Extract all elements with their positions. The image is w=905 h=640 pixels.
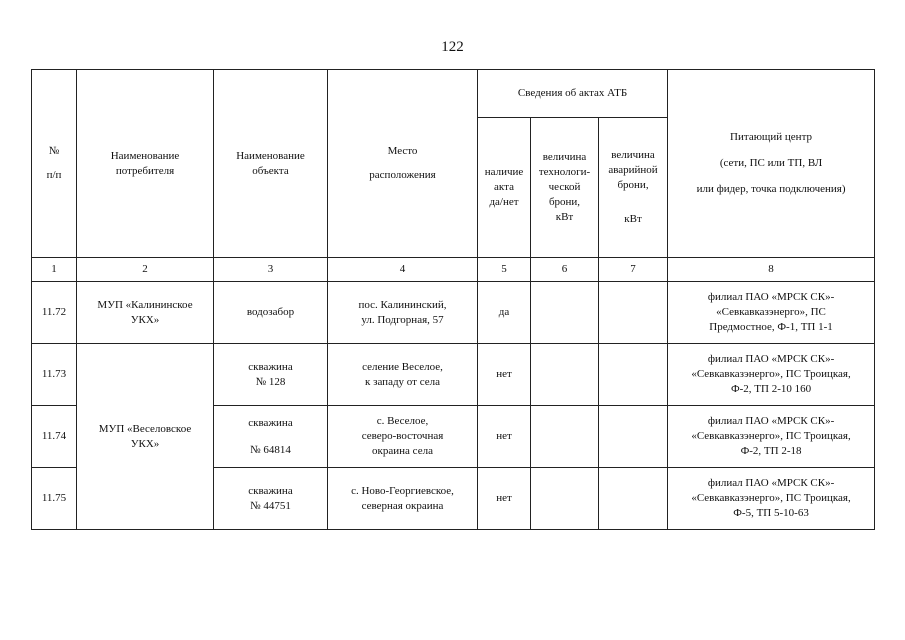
row-power-center bbox=[668, 344, 875, 406]
row-location bbox=[328, 406, 478, 468]
row-act: да bbox=[478, 282, 531, 344]
location-line: окраина села bbox=[372, 445, 433, 457]
header-emergency-line bbox=[602, 193, 664, 212]
location-line: с. Веселое, bbox=[376, 415, 429, 427]
column-numbers-row bbox=[32, 258, 875, 282]
header-num-line: п/п bbox=[46, 169, 62, 181]
header-consumer-line: потребителя bbox=[115, 164, 175, 177]
power-line: Ф-5, ТП 5-10-63 bbox=[733, 507, 809, 519]
table-row bbox=[32, 282, 875, 344]
header-object-line: Наименование bbox=[236, 149, 305, 162]
location-line: с. Ново-Георгиевское, bbox=[351, 484, 454, 497]
object-line: скважина bbox=[248, 416, 293, 429]
row-act: нет bbox=[478, 344, 531, 406]
consumer-line: МУП «Веселовское bbox=[98, 422, 192, 435]
row-location bbox=[328, 282, 478, 344]
header-power-line: или фидер, точка подключения) bbox=[696, 183, 846, 195]
power-line: «Севкавказэнерго», ПС Троицкая, bbox=[691, 430, 851, 442]
header-row-1 bbox=[32, 70, 875, 118]
header-location-line: расположения bbox=[369, 169, 436, 181]
header-location-line: Место bbox=[387, 145, 418, 157]
row-act: нет bbox=[478, 406, 531, 468]
column-number: 6 bbox=[531, 258, 599, 282]
row-consumer bbox=[77, 344, 214, 530]
header-num bbox=[32, 70, 77, 258]
row-consumer bbox=[77, 282, 214, 344]
atb-table bbox=[31, 69, 875, 530]
row-tech-reserve bbox=[531, 282, 599, 344]
object-line: скважина bbox=[248, 360, 293, 373]
row-object bbox=[214, 282, 328, 344]
header-act-line: да/нет bbox=[489, 196, 519, 208]
power-line: «Севкавказэнерго», ПС bbox=[716, 306, 826, 318]
header-object bbox=[214, 70, 328, 258]
header-location bbox=[328, 70, 478, 258]
header-power-line: Питающий центр bbox=[730, 131, 813, 143]
header-emergency-line: величина bbox=[611, 149, 655, 161]
row-tech-reserve bbox=[531, 406, 599, 468]
consumer-line: УКХ» bbox=[130, 437, 160, 450]
object-line: № 44751 bbox=[250, 499, 291, 512]
power-line: Ф-2, ТП 2-10 160 bbox=[730, 383, 812, 395]
object-line: № 128 bbox=[255, 375, 286, 388]
header-object-line: объекта bbox=[252, 164, 289, 177]
power-line: филиал ПАО «МРСК СК»- bbox=[707, 415, 835, 427]
consumer-line: МУП «Калининское bbox=[97, 298, 193, 311]
power-line: филиал ПАО «МРСК СК»- bbox=[707, 477, 835, 489]
header-act-line: акта bbox=[494, 181, 514, 193]
location-line: северная окраина bbox=[361, 499, 444, 512]
power-line: филиал ПАО «МРСК СК»- bbox=[707, 353, 835, 365]
location-line: северо-восточная bbox=[361, 430, 444, 442]
header-tech-line: брони, bbox=[548, 196, 581, 208]
header-tech-line: ческой bbox=[548, 181, 581, 193]
header-consumer bbox=[77, 70, 214, 258]
location-line: селение Веселое, bbox=[362, 360, 443, 373]
column-number: 8 bbox=[668, 258, 875, 282]
header-act-line: наличие bbox=[484, 166, 524, 178]
header-tech-reserve bbox=[531, 118, 599, 258]
header-emergency-line: кВт bbox=[624, 213, 642, 225]
header-num-line: № bbox=[48, 145, 60, 157]
row-power-center bbox=[668, 282, 875, 344]
row-emergency-reserve bbox=[599, 406, 668, 468]
page-number: 122 bbox=[441, 39, 464, 55]
header-tech-line: технологи- bbox=[538, 166, 591, 178]
column-number: 1 bbox=[32, 258, 77, 282]
row-tech-reserve bbox=[531, 468, 599, 530]
power-line: Ф-2, ТП 2-18 bbox=[740, 445, 802, 457]
object-line: № 64814 bbox=[250, 443, 291, 456]
column-number: 4 bbox=[328, 258, 478, 282]
header-tech-line: кВт bbox=[555, 211, 574, 223]
row-object bbox=[214, 468, 328, 530]
row-number: 11.72 bbox=[32, 282, 77, 344]
header-power-center bbox=[668, 70, 875, 258]
power-line: филиал ПАО «МРСК СК»- bbox=[707, 291, 835, 303]
power-line: «Севкавказэнерго», ПС Троицкая, bbox=[691, 492, 851, 504]
row-object bbox=[214, 406, 328, 468]
object-line: водозабор bbox=[246, 306, 295, 318]
column-number: 7 bbox=[599, 258, 668, 282]
row-number: 11.73 bbox=[32, 344, 77, 406]
row-power-center bbox=[668, 468, 875, 530]
location-line: пос. Калининский, bbox=[358, 298, 447, 311]
table-row bbox=[32, 344, 875, 406]
location-line: ул. Подгорная, 57 bbox=[361, 313, 444, 326]
row-location bbox=[328, 468, 478, 530]
object-line: скважина bbox=[248, 484, 293, 497]
row-tech-reserve bbox=[531, 344, 599, 406]
row-act: нет bbox=[478, 468, 531, 530]
row-number: 11.75 bbox=[32, 468, 77, 530]
row-object bbox=[214, 344, 328, 406]
row-emergency-reserve bbox=[599, 468, 668, 530]
column-number: 3 bbox=[214, 258, 328, 282]
row-number: 11.74 bbox=[32, 406, 77, 468]
header-emergency-line: брони, bbox=[617, 179, 649, 191]
power-line: «Севкавказэнерго», ПС Троицкая, bbox=[691, 368, 851, 380]
consumer-line: УКХ» bbox=[130, 313, 160, 326]
header-emergency-reserve bbox=[599, 118, 668, 258]
row-emergency-reserve bbox=[599, 282, 668, 344]
row-location bbox=[328, 344, 478, 406]
header-power-line: (сети, ПС или ТП, ВЛ bbox=[719, 157, 823, 169]
row-power-center bbox=[668, 406, 875, 468]
location-line: к западу от села bbox=[365, 375, 440, 388]
row-emergency-reserve bbox=[599, 344, 668, 406]
power-line: Предмостное, Ф-1, ТП 1-1 bbox=[709, 321, 833, 333]
header-tech-line: величина bbox=[542, 151, 587, 163]
column-number: 2 bbox=[77, 258, 214, 282]
header-emergency-line: аварийной bbox=[608, 164, 658, 176]
header-consumer-line: Наименование bbox=[110, 149, 180, 162]
header-atb-group: Сведения об актах АТБ bbox=[478, 70, 668, 118]
header-act-presence bbox=[478, 118, 531, 258]
column-number: 5 bbox=[478, 258, 531, 282]
